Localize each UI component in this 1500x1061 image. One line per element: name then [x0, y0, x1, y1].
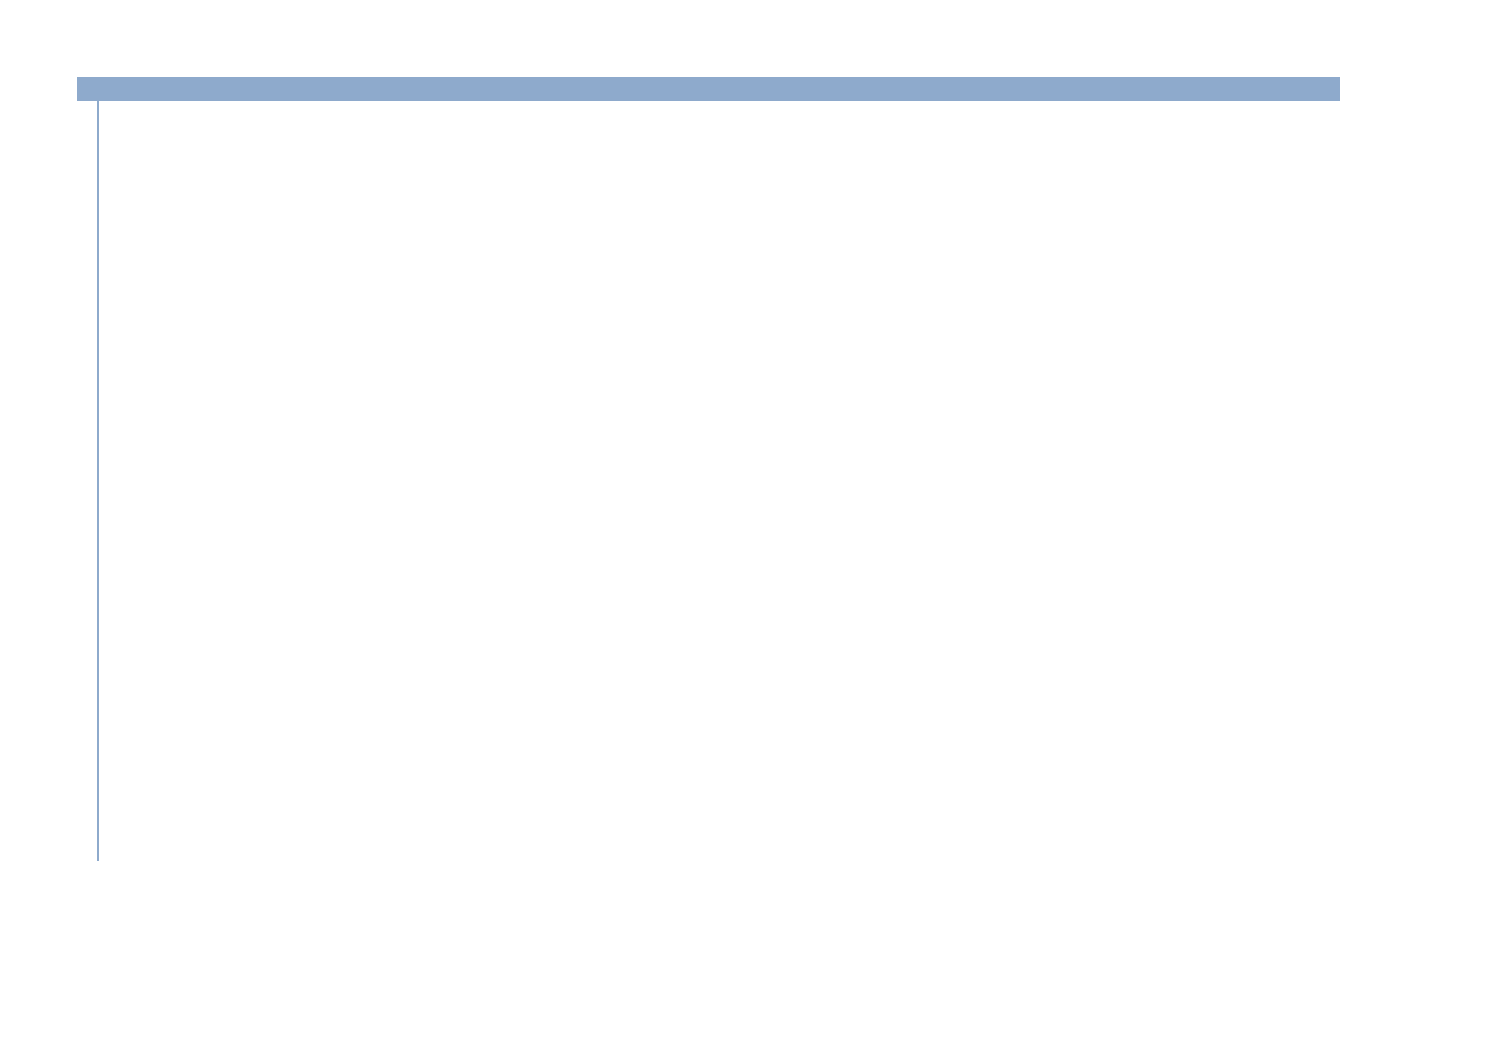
section-header-band	[77, 77, 1340, 101]
table-frame	[97, 101, 1340, 861]
